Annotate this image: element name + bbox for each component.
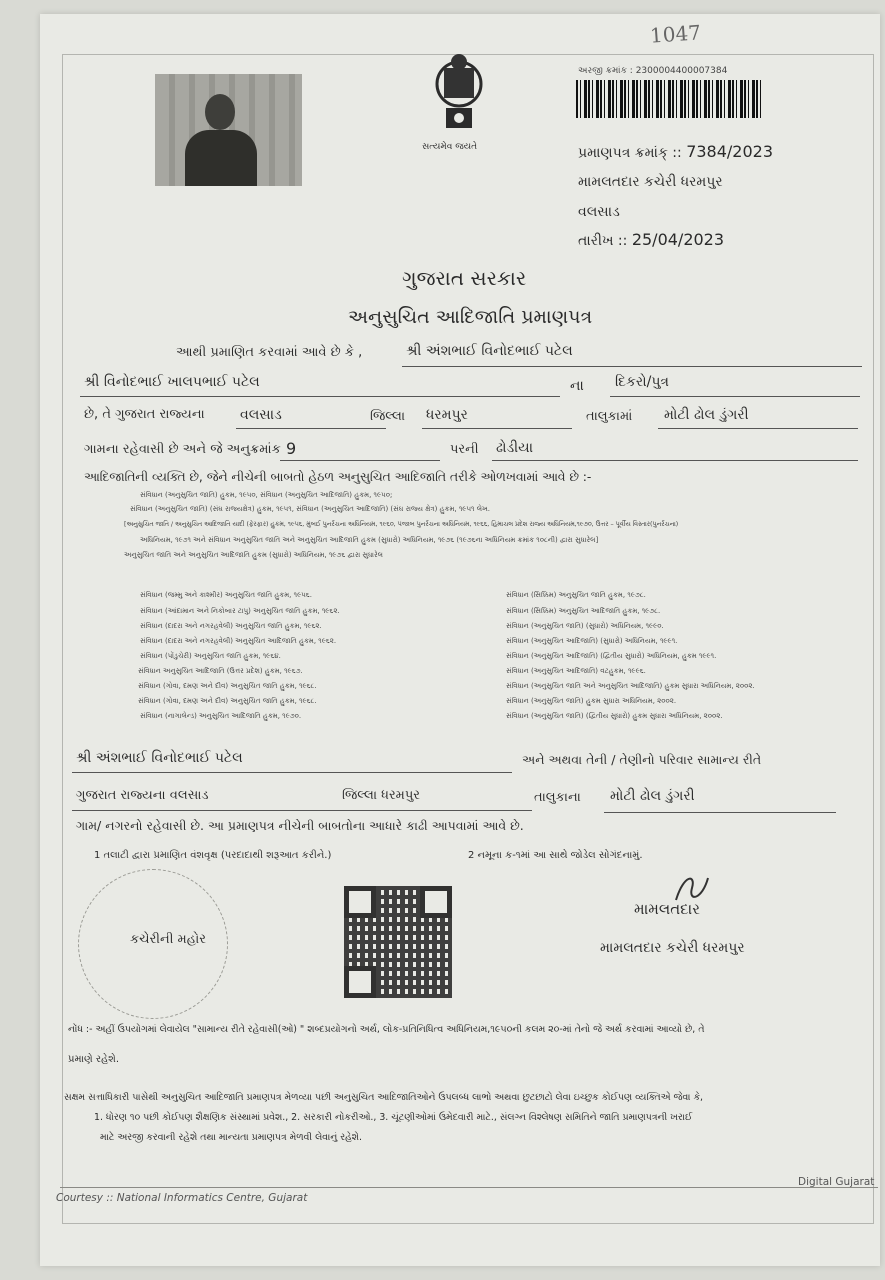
issuing-office: મામલતદાર કચેરી ધરમપુર: [578, 174, 723, 190]
order-right-item: સંવિધાન (અનુસુચિત જાતિ) હુકમ સુધારા અધિનિયમ, ૨૦૦૨.: [506, 697, 677, 705]
order-left-item: સંવિધાન (દાદરા અને નગરહવેલી) અનુસુચિત જાતિ હુકમ, ૧૯૬૨.: [140, 622, 322, 630]
tribe-name: ઢોડીયા: [496, 440, 534, 456]
basis-text: ગામ/ નગરનો રહેવાસી છે. આ પ્રમાણપત્ર નીચેની બાબતોના આધારે કાઢી આપવામાં આવે છે.: [76, 818, 524, 833]
national-emblem-icon: [424, 50, 494, 140]
order-right-item: સંવિધાન (અનુસુચિત આદિજાતિ) (સુધારો) અધિનિયમ, ૧૯૯૧.: [506, 637, 678, 645]
issue-date: 25/04/2023: [631, 230, 725, 249]
footer-line: માટે અરજી કરવાની રહેશે તથા માન્યતા પ્રમાણપત્ર મેળવી લેવાનું રહેશે.: [100, 1132, 362, 1143]
father-name: શ્રી વિનોદભાઈ ખાલપભાઈ પટેલ: [84, 374, 260, 390]
district-name: વલસાડ: [240, 407, 282, 423]
order-right-item: સંવિધાન (અનુસુચિત જાતિ) (સુધારો) અધિનિયમ, ૧૯૯૦.: [506, 622, 664, 630]
page-subtitle: અનુસુચિત આદિજાતિ પ્રમાણપત્ર: [348, 306, 593, 328]
order-left-item: સંવિધાન (નાગાલેન્ડ) અનુસુચિત આદિજાતિ હુકમ, ૧૯૭૦.: [140, 712, 302, 720]
resident-district-name: વલસાડ: [169, 788, 209, 803]
order-right-item: સંવિધાન (અનુસુચિત આદિજાતિ) (દ્વિતીય સુધારો) અધિનિયમ, હુકમ ૧૯૯૧.: [506, 652, 717, 660]
courtesy-text: Courtesy :: National Informatics Centre, Gujarat: [56, 1192, 308, 1204]
relation: દિકરો/પુત્ર: [615, 374, 670, 390]
signatory-designation: મામલતદાર: [634, 900, 700, 918]
state-text: છે, તે ગુજરાત રાજ્યના: [84, 407, 205, 422]
order-left-item: સંવિધાન (ગોવા, દમણ અને દીવ) અનુસુચિત જાતિ હુકમ, ૧૯૬૮.: [138, 682, 317, 690]
order-line: સંવિધાન (અનુસુચિત જાતિ) (સંઘ રાજ્યક્ષેત્ર) હુકમ, ૧૯૫૧, સંવિધાન (અનુસુચિત આદિજાતિ) (સંઘ રાજ્ય ક્ષેત્ર) હુકમ, ૧૯૫૧ લેખ.: [130, 505, 490, 513]
order-left-item: સંવિધાન (આંદામાન અને નિકોબાર ટાપુ) અનુસુચિત જાતિ હુકમ, ૧૯૬૨.: [140, 607, 340, 615]
order-right-item: સંવિધાન (સિક્કિમ) અનુસુચિત આદિજાતિ હુકમ, ૧૯૭૮.: [506, 607, 661, 615]
of-text: પરની: [450, 442, 479, 457]
basis-item: 1 તલાટી દ્વારા પ્રમાણિત વંશવૃક્ષ (પરદાદાથી શરૂઆત કરીને.): [94, 850, 332, 861]
footer-line: સક્ષમ સત્તાધિકારી પાસેથી અનુસુચિત આદિજાતિ પ્રમાણપત્ર મેળવ્યા પછી અનુસુચિત આદિજાતિઓને ઉપલબ્ધ લાભો અથવા છુટછાટો લેવા ઇચ્છુક કોઈપણ વ્યક્તિએ જેવા કે,: [64, 1092, 704, 1103]
order-line: અધિનિયમ, ૧૯૭૧ અને સંવિધાન અનુસુચિત જાતિ અને અનુસુચિત આદિજાતિ હુકમ (સુધારો) અધિનિયમ, ૧૯૭૬ (૧૯૭૬ના અધિનિયમ ક્રમાંક ૧૦૮ની) દ્વારા સુધારેલ]: [140, 536, 599, 544]
signatory-office: મામલતદાર કચેરી ધરમપુર: [600, 940, 745, 956]
note-line: પ્રમાણે રહેશે.: [68, 1054, 120, 1065]
resident-state-label: ગુજરાત રાજ્યના: [76, 788, 166, 803]
date-label: તારીખ ::: [578, 233, 628, 249]
emblem-caption: સત્યમેવ જયતે: [422, 142, 478, 152]
order-right-item: સંવિધાન (અનુસુચિત જાતિ અને અનુસુચિત આદિજાતિ) હુકમ સુધારા અધિનિયમ, ૨૦૦૨.: [506, 682, 755, 690]
serial-number: 9: [286, 439, 297, 458]
taluka-label: તાલુકામાં: [586, 409, 633, 424]
order-left-item: સંવિધાન અનુસુચિત આદિજાતિ (ઉત્તર પ્રદેશ) હુકમ, ૧૯૬૭.: [138, 667, 303, 675]
order-left-item: સંવિધાન (જમ્મુ અને કાશ્મીર) અનુસુચિત જાતિ હુકમ, ૧૯૫૬.: [140, 591, 312, 599]
applicant-photo: [155, 74, 302, 186]
footer-line: 1. ધોરણ ૧૦ પછી કોઈપણ શૈક્ષણિક સંસ્થામાં પ્રવેશ., 2. સરકારી નોકરીઓ., 3. ચૂંટણીઓમાં ઉમેદવારી માટે., સંલગ્ન વિશ્લેષણ સમિતિને જાતિ પ્રમાણપત્રની ખરાઈ: [94, 1112, 693, 1123]
order-line: સંવિધાન (અનુસુચિત જાતિ) હુકમ, ૧૯૫૦, સંવિધાન (અનુસુચિત આદિજાતિ) હુકમ, ૧૯૫૦;: [140, 491, 393, 499]
order-right-item: સંવિધાન (અનુસુચિત આદિજાતિ) વટહુકમ, ૧૯૯૬.: [506, 667, 646, 675]
resident-taluka-label: તાલુકાના: [534, 790, 581, 805]
date-row: [578, 230, 724, 249]
order-left-item: સંવિધાન (દાદરા અને નગરહવેલી) અનુસુચિત આદિજાતિ હુકમ, ૧૯૬૨.: [140, 637, 337, 645]
order-right-item: સંવિધાન (સિક્કિમ) અનુસુચિત જાતિ હુકમ, ૧૯૭૮.: [506, 591, 646, 599]
resident-village: મોટી ઢોલ ડુંગરી: [610, 788, 695, 804]
certificate-number-label: પ્રમાણપત્ર ક્રમાંક્ ::: [578, 145, 682, 161]
digital-gujarat-text: Digital Gujarat: [798, 1176, 875, 1188]
na-text: ના: [570, 378, 584, 394]
resident-person-name: શ્રી અંશભાઈ વિનોદભાઈ પટેલ: [76, 750, 243, 766]
family-text: અને અથવા તેની / તેણીનો પરિવાર સામાન્ય રીતે: [522, 752, 762, 767]
barcode: [576, 80, 762, 118]
handwritten-number: 1047: [649, 20, 702, 48]
page-title: ગુજરાત સરકાર: [402, 266, 527, 290]
recognized-text: આદિજાતિની વ્યક્તિ છે, જેને નીચેની બાબતો હેઠળ અનુસુચિત આદિજાતિ તરીકે ઓળખવામાં આવે છે :-: [84, 470, 592, 484]
village-name: મોટી ઢોલ ડુંગરી: [664, 407, 749, 423]
order-line: અનુસુચિત જાતિ અને અનુસુચિત આદિજાતિ હુકમ (સુધારો) અધિનિયમ, ૧૯૭૬ દ્વારા સુધારેલ: [124, 551, 383, 559]
application-number: અરજી ક્રમાંક : 2300004400007384: [578, 66, 728, 76]
order-line: [અનુસુચિત જાતિ / અનુસુચિત આદિજાતિ યાદી (ફેરફાર) હુકમ, ૧૯૫૬, મુંબઈ પુનર્રચના અધિનિયમ, ૧૯૬૦, પંજાબ પુનર્રચના અધિનિયમ, ૧૯૬૬, હિમાચલ પ્રદેશ રાજ્ય અધિનિયમ,૧૯૭૦, ઉત્તર – પૂર્વીય વિસ્તાર(પુનર્રચના): [124, 521, 679, 528]
certificate-number-row: [578, 142, 773, 161]
taluka-name: ધરમપુર: [426, 407, 468, 423]
certificate-sheet: [40, 14, 880, 1266]
certificate-number: 7384/2023: [686, 142, 774, 161]
qr-code: [344, 886, 452, 998]
order-right-item: સંવિધાન (અનુસુચિત જાતિ) (દ્વિતીય સુધારો) હુકમ સુધારા અધિનિયમ, ૨૦૦૨.: [506, 712, 723, 720]
issuing-district: વલસાડ: [578, 204, 620, 220]
district-label: જિલ્લા: [370, 409, 406, 424]
basis-item: 2 નમૂના ક-૧માં આ સાથે જોડેલ સોગંદનામું.: [468, 850, 643, 861]
resident-text: ગામના રહેવાસી છે અને જે અનુક્રમાંક: [84, 442, 281, 457]
resident-taluka-name: ધરમપુર: [381, 788, 421, 803]
resident-district-label: જિલ્લા: [342, 788, 378, 803]
seal-text: કચેરીની મહોર: [130, 932, 206, 947]
order-left-item: સંવિધાન (પોંડુચેરી) અનુસુચિત જાતિ હુકમ, ૧૯૬૪.: [140, 652, 281, 660]
resident-district-row: [342, 788, 420, 803]
resident-state-text: [76, 788, 209, 803]
person-name: શ્રી અંશભાઈ વિનોદભાઈ પટેલ: [406, 343, 573, 359]
certify-text: આથી પ્રમાણિત કરવામાં આવે છે કે ,: [176, 345, 363, 360]
note-line: નોંધ :- અહીં ઉપયોગમાં લેવાયેલ "સામાન્ય રીતે રહેવાસી(ઓ) " શબ્દપ્રયોગનો અર્થ, લોક-પ્રતિનિધિત્વ અધિનિયમ,૧૯૫૦ની કલમ ૨૦-માં તેનો જે અર્થ કરવામાં આવ્યો છે, તે: [68, 1024, 705, 1035]
order-left-item: સંવિધાન (ગોવા, દમણ અને દીવ) અનુસુચિત જાતિ હુકમ, ૧૯૬૮.: [138, 697, 317, 705]
